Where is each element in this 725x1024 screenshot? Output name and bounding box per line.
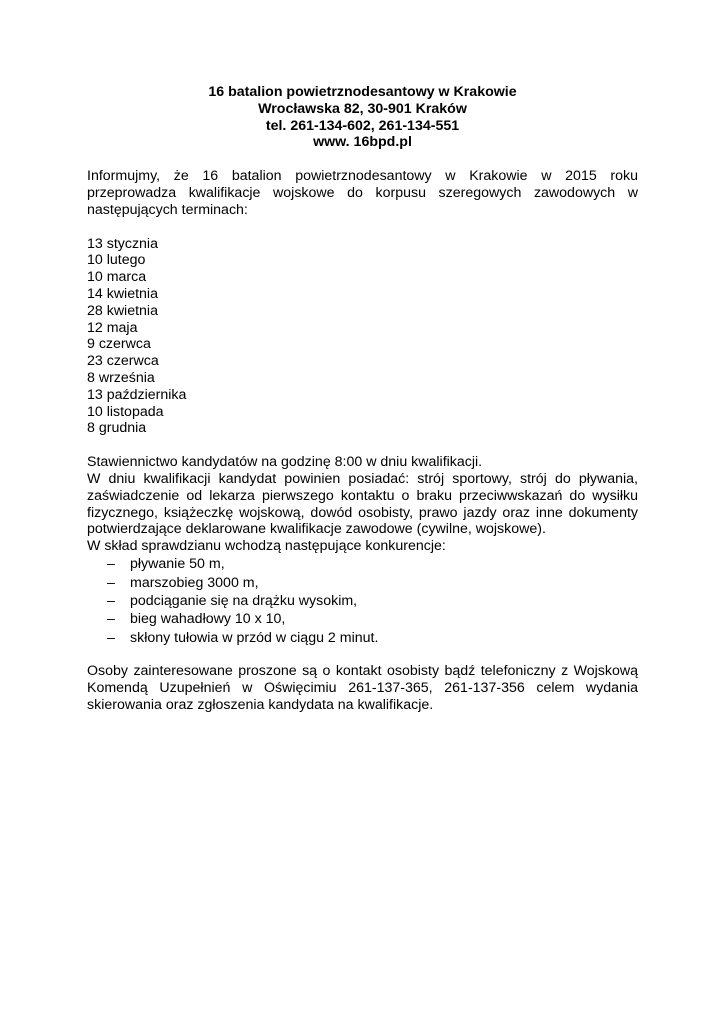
header-address: Wrocławska 82, 30-901 Kraków (258, 100, 467, 117)
date-item: 12 maja (87, 319, 138, 336)
document-header (87, 84, 638, 151)
header-phone: tel. 261-134-602, 261-134-551 (265, 117, 460, 134)
dates-list (87, 236, 638, 438)
date-item: 14 kwietnia (87, 285, 158, 302)
dash-bullet: – (107, 611, 115, 628)
intro-paragraph: Informujmy, że 16 batalion powietrznodesantowy w Krakowie w 2015 roku przeprowadza kwalifikacje wojskowe do korpusu szeregowych zawodowych w następujących terminach: (87, 168, 638, 218)
date-item: 13 października (87, 386, 187, 403)
closing-paragraph: Osoby zainteresowane proszone są o kontakt osobisty bądź telefoniczny z Wojskową Komendą Uzupełnień w Oświęcimiu 261-137-365, 261-137-356 celem wydania skierowania oraz zgłoszenia kandydata na kwalifikacje. (87, 663, 638, 713)
date-item: 28 kwietnia (87, 302, 158, 319)
dash-bullet: – (107, 556, 115, 573)
header-unit-name: 16 batalion powietrznodesantowy w Krakowie (208, 84, 517, 100)
test-item (87, 575, 638, 592)
test-item (87, 630, 638, 647)
test-item-label: podciąganie się na drążku wysokim, (130, 593, 358, 610)
attendance-note: Stawiennictwo kandydatów na godzinę 8:00 w dniu kwalifikacji. (87, 454, 483, 471)
date-item: 9 czerwca (87, 336, 151, 353)
date-item: 10 lutego (87, 252, 146, 269)
tests-intro: W skład sprawdzianu wchodzą następujące konkurencje: (87, 538, 446, 555)
document-page (87, 84, 638, 714)
dash-bullet: – (107, 629, 115, 646)
date-item: 8 września (87, 369, 155, 386)
dash-bullet: – (107, 574, 115, 591)
test-item (87, 611, 638, 628)
dash-bullet: – (107, 593, 115, 610)
test-item-label: bieg wahadłowy 10 x 10, (130, 611, 286, 628)
date-item: 23 czerwca (87, 353, 159, 370)
date-item: 10 marca (87, 269, 147, 286)
test-item-label: marszobieg 3000 m, (130, 574, 259, 591)
date-item: 8 grudnia (87, 420, 147, 437)
date-item: 13 stycznia (87, 235, 158, 252)
date-item: 10 listopada (87, 403, 164, 420)
test-item-label: skłony tułowia w przód w ciągu 2 minut. (130, 629, 379, 646)
tests-list (87, 556, 638, 646)
test-item-label: pływanie 50 m, (130, 556, 225, 573)
requirements-paragraph: W dniu kwalifikacji kandydat powinien posiadać: strój sportowy, strój do pływania, zaświadczenie od lekarza pierwszego kontaktu o braku przeciwwskazań do wysiłku fizycznego, książeczkę wojskową, dowód osobisty, prawo jazdy oraz inne dokumenty potwierdzające deklarowane kwalifikacje zawodowe (cywilne, wojskowe). (87, 470, 638, 538)
test-item (87, 556, 638, 573)
test-item (87, 593, 638, 610)
header-website: www. 16bpd.pl (313, 134, 412, 151)
details-section (87, 454, 638, 646)
